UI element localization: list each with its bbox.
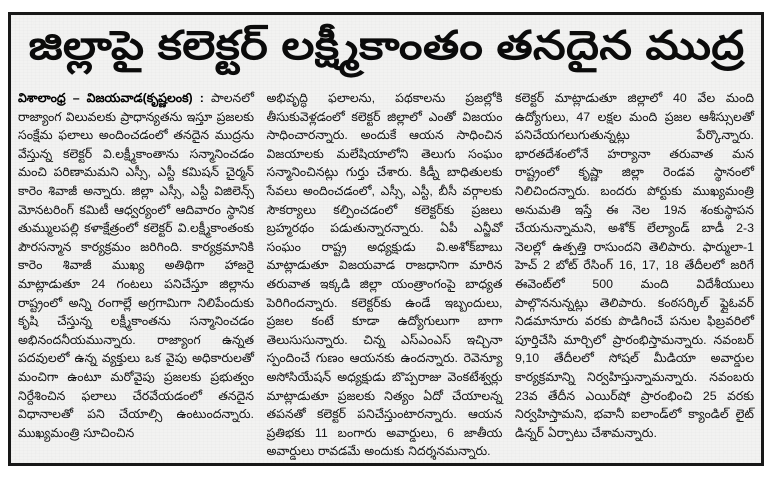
newspaper-clipping <box>8 12 764 466</box>
dateline-column-1: విశాలాంధ్ర – విజయవాడ(కృష్ణలంక) : <box>18 91 204 105</box>
column-gutter-2 <box>508 91 509 457</box>
column-3-paragraph <box>515 89 754 442</box>
column-2-paragraph <box>267 89 503 461</box>
column-gutter-1 <box>263 91 264 457</box>
article-columns <box>18 89 754 459</box>
article-column-3 <box>515 89 754 442</box>
column-3-body: కలెక్టర్ మాట్లాడుతూ జిల్లాలో 40 వేల మంది ఉద్యోగులు, 47 లక్షల మంది ప్రజల ఆశీస్సులతో పనిచేయగలుగుతున్నట్లు పేర్కొన్నారు. భారతదేశంలోనే హర్యానా తరువాత మన రాష్ట్రంలో కృష్ణా జిల్లా రెండవ స్థానంలో నిలిచిందన్నారు. బందరు పోర్టుకు ముఖ్యమంత్రి అనుమతి ఇస్తే ఈ నెల 19న శంకుస్థాపన చేయనున్నామని, అశోక్ లేల్యాండ్ బాడీ 2-3 నెలల్లో ఉత్పత్తి రాసుందని తెలిపారు. ఫార్ములా-1 హెచ్ 2 బోట్ రేసింగ్ 16, 17, 18 తేదీలలో జరిగే ఈవెంట్‌లో 500 మంది విదేశీయులు పాల్గొననున్నట్లు తెలిపారు. కంఠసర్కిల్ ఫ్లైఓవర్ నిడమానూరు వరకు పొడిగించే పనుల ఫిబ్రవరిలో పూర్తిచేసి మార్చిలో ప్రారంభిస్తామన్నారు. నవంబర్ 9,10 తేదీలలో సోషల్ మీడియా అవార్డుల కార్యక్రమాన్ని నిర్వహిస్తున్నామన్నారు. నవంబరు 23వ తేదీన ఎయిర్‌షో ప్రారంభించి 25 వరకు నిర్వహిస్తామని, భవానీ ఐలాండ్‌లో క్యాండిల్ లైట్ డిన్నర్ ఏర్పాటు చేశామన్నారు. <box>515 91 754 440</box>
article-column-2 <box>267 89 506 461</box>
column-1-body: పాలనలో రాజ్యాంగ విలువలకు ప్రాధాన్యతను ఇస్తూ ప్రజలకు సంక్షేమ ఫలాలు అందించడంలో తనదైన ముద్రను వేస్తున్న కలెక్టర్ వి.లక్ష్మీకాంతాను సన్మానించడం మంచి పరిణామమని ఎస్సీ, ఎస్టీ కమిషన్ చైర్మన్ కారెం శివాజీ అన్నారు. జిల్లా ఎస్సీ, ఎస్టీ విజిలెన్స్ మోనటరింగ్ కమిటీ ఆధ్వర్యంలో ఆదివారం స్థానిక తుమ్ములపల్లి కళాక్షేత్రంలో కలెక్టర్ వి.లక్ష్మీకాంతంకు పౌరసన్మాన కార్యక్రమం జరిగింది. కార్యక్రమానికి కారెం శివాజీ ముఖ్య అతిథిగా హాజరై మాట్లాడుతూ 24 గంటలు పనిచేస్తూ జిల్లాను రాష్ట్రంలో అన్ని రంగాల్లే అగ్రగామిగా నిలిపేందుకు కృషి చేస్తున్న లక్ష్మీకాంతను సన్మానించడం అభినందనీయమున్నారు. రాజ్యాంగ ఉన్నత పదవులలో ఉన్న వ్యక్తులు ఒక వైపు అధికారులతో మంచిగా ఉంటూ మరోవైపు ప్రజలకు ప్రభుత్వం నిర్దేశించిన ఫలాలు చేరవేయడంలో తనదైన విధానాలతో పని చేయాల్సి ఉంటుందన్నారు. ముఖ్యమంత్రి సూచించిన <box>18 91 255 440</box>
column-2-body: అభివృద్ధి ఫలాలను, పథకాలను ప్రజల్లోకి తీసుకువెళ్లడంలో కలెక్టర్ జిల్లాలో ఎంతో విజయం సాధించారన్నారు. అందుకే ఆయన సాధించిన విజయాలకు మలేషియాలోని తెలుగు సంఘం సన్మానించినట్లు గుర్తు చేశారు. కిడ్నీ బాధితులకు సేవలు అందించడంలో, ఎస్సీ, ఎస్టీ, బీసీ వర్గాలకు సౌకర్యాలు కల్పించడంలో కలెక్టర్‌కు ప్రజలు బ్రహ్మరథం పడుతున్నారన్నారు. ఏపీ ఎన్జీవో సంఘం రాష్ట్ర అధ్యక్షుడు వి.అశోక్‌బాబు మాట్లాడుతూ విజయవాడ రాజధానిగా మారిన తరువాత ఇక్కడి జిల్లా యంత్రాంగంపై బాధ్యత పెరిగిందన్నారు. కలెక్టర్‌కు ఉండే ఇబ్బందులు, ప్రజల కంటే కూడా ఉద్యోగులుగా బాగా తెలుసుసున్నారు. చిన్న ఎస్‌ఎంఎస్ ఇచ్చినా స్పందించే గుణం ఆయనకు ఉందన్నారు. రెవెన్యూ అసోసియేషన్ అధ్యక్షుడు బొప్పరాజు వెంకటేశ్వర్లు మాట్లాడుతూ ప్రజలకు నిత్యం ఏదో చేయాలన్న తపనతో కలెక్టర్ పనిచేస్తుంటారన్నారు. ఆయన ప్రతిభకు 11 బంగారు అవార్డులు, 6 జాతీయ అవార్డులు రావడమే అందుకు నిదర్శనమన్నారు. <box>266 91 503 459</box>
column-1-paragraph <box>18 89 254 442</box>
headline-container <box>11 23 761 70</box>
article-column-1 <box>18 89 257 442</box>
headline-text: జిల్లాపై కలెక్టర్ లక్ష్మీకాంతం తనదైన ముద్ర <box>27 24 745 68</box>
clipping-inner <box>11 15 761 463</box>
